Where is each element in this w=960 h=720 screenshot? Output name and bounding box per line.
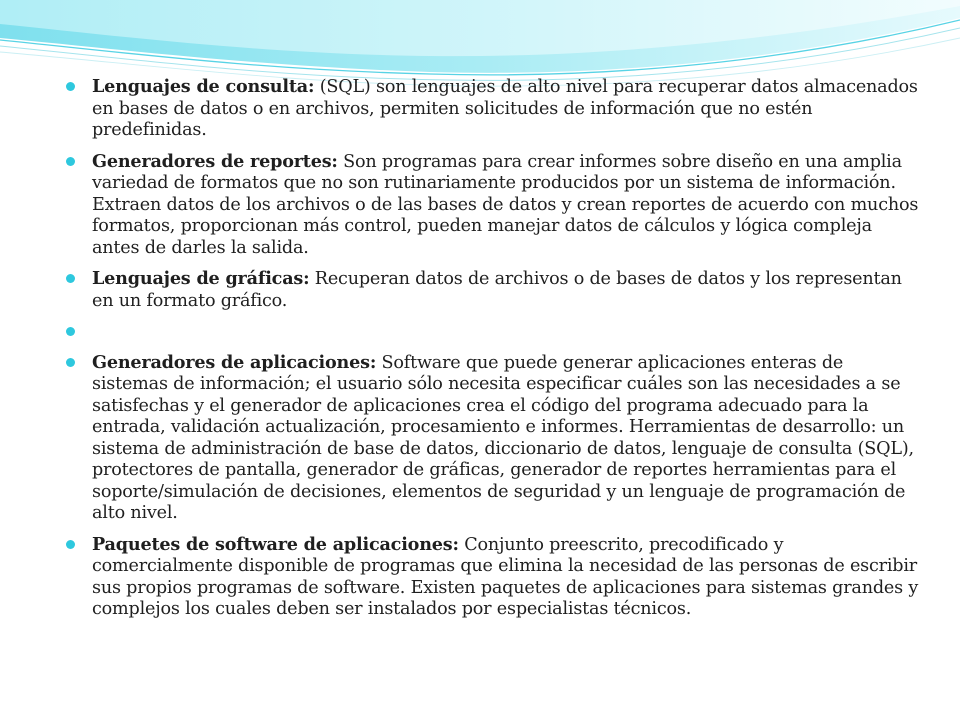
bullet-text: (SQL) son lenguajes de alto nivel para recuperar datos almacenados en bases de datos o en archivos, permiten solicitudes de información que no estén predefinidas. (92, 77, 918, 140)
bullet-item-generadores-de-reportes (64, 151, 924, 260)
bullet-dot-icon (66, 540, 75, 549)
bullet-text: Recuperan datos de archivos o de bases de datos y los representan en un formato gráfico. (92, 269, 902, 311)
bullet-dot-icon (66, 82, 75, 91)
bullet-item-paquetes-de-software (64, 534, 924, 621)
bullet-dot-icon (66, 157, 75, 166)
bullet-item-lenguajes-de-consulta (64, 76, 924, 142)
bullet-dot-icon (66, 358, 75, 367)
bullet-text: Conjunto preescrito, precodificado y comercialmente disponible de programas que elimina la necesidad de las personas de escribir sus propios programas de software. Existen paquetes de aplicaciones para sistemas grandes y complejos los cuales deben ser instalados por especialistas técnicos. (92, 534, 919, 619)
bullet-dot-icon (66, 274, 75, 283)
bullet-dot-icon (66, 327, 75, 336)
bullet-item-empty (64, 321, 924, 343)
bullet-text: Son programas para crear informes sobre diseño en una amplia variedad de formatos que no son rutinariamente producidos por un sistema de información. Extraen datos de los archivos o de las bases de datos y crean reportes de acuerdo con muchos formatos, proporcionan más control, pueden manejar datos de cálculos y lógica compleja antes de darles la salida. (92, 151, 919, 258)
bullet-item-lenguajes-de-graficas (64, 268, 924, 312)
bullet-term: Lenguajes de consulta: (92, 76, 315, 97)
bullet-text: Software que puede generar aplicaciones enteras de sistemas de información; el usuario sólo necesita especificar cuáles son las necesidades a se satisfechas y el generador de aplicaciones crea el código del programa adecuado para la entrada, validación actualización, procesamiento e informes. Herramientas de desarrollo: un sistema de administración de base de datos, diccionario de datos, lenguaje de consulta (SQL), protectores de pantalla, generador de gráficas, generador de reportes herramientas para el soporte/simulación de decisiones, elementos de seguridad y un lenguaje de programación de alto nivel. (92, 352, 914, 523)
bullet-item-generadores-de-aplicaciones (64, 352, 924, 525)
bullet-term: Generadores de aplicaciones: (92, 351, 377, 373)
bullet-term: Generadores de reportes: (92, 150, 338, 172)
bullet-list (64, 76, 924, 630)
bullet-term: Paquetes de software de aplicaciones: (92, 533, 459, 555)
bullet-term: Lenguajes de gráficas: (92, 268, 310, 289)
